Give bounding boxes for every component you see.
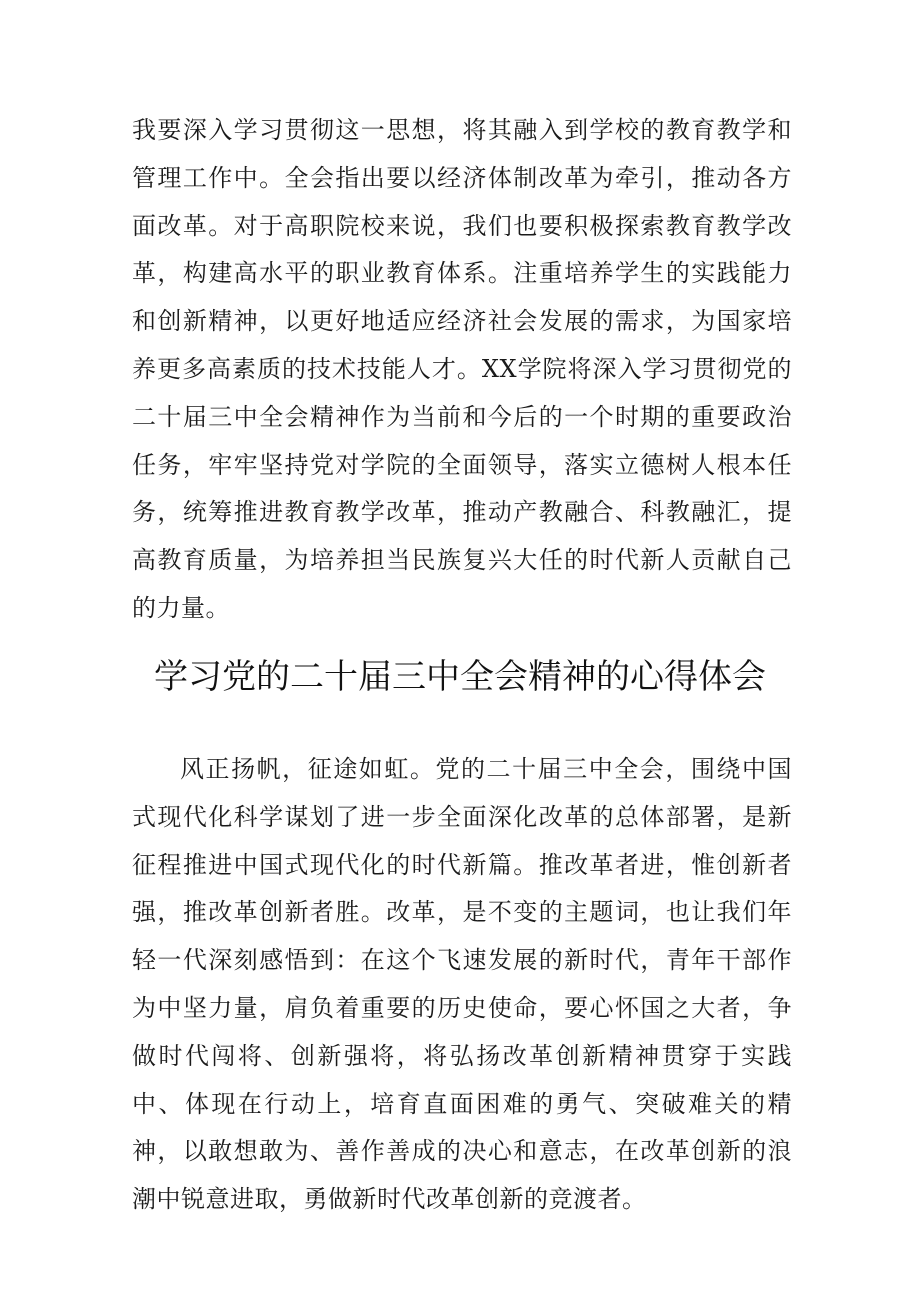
- body-paragraph-2: 风正扬帆，征途如虹。党的二十届三中全会，围绕中国式现代化科学谋划了进一步全面深化改革的总体部署，是新征程推进中国式现代化的时代新篇。推改革者进，惟创新者强，推改革创新者胜。改革，是不变的主题词，也让我们年轻一代深刻感悟到：在这个飞速发展的新时代，青年干部作为中坚力量，肩负着重要的历史使命，要心怀国之大者，争做时代闯将、创新强将，将弘扬改革创新精神贯穿于实践中、体现在行动上，培育直面困难的勇气、突破难关的精神，以敢想敢为、善作善成的决心和意志，在改革创新的浪潮中锐意进取，勇做新时代改革创新的竞渡者。: [132, 755, 792, 1214]
- body-paragraph-1: 我要深入学习贯彻这一思想，将其融入到学校的教育教学和管理工作中。全会指出要以经济体制改革为牵引，推动各方面改革。对于高职院校来说，我们也要积极探索教育教学改革，构建高水平的职业教育体系。注重培养学生的实践能力和创新精神，以更好地适应经济社会发展的需求，为国家培养更多高素质的技术技能人才。XX学院将深入学习贯彻党的二十届三中全会精神作为当前和今后的一个时期的重要政治任务，牢牢坚持党对学院的全面领导，落实立德树人根本任务，统筹推进教育教学改革，推动产教融合、科教融汇，提高教育质量，为培养担当民族复兴大任的时代新人贡献自己的力量。: [132, 116, 792, 622]
- section-heading: 学习党的二十届三中全会精神的心得体会: [154, 657, 766, 697]
